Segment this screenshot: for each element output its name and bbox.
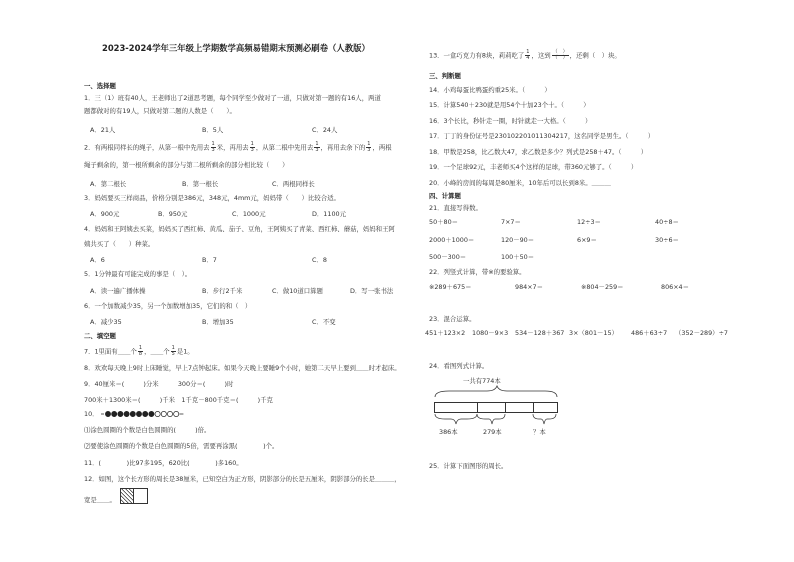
- q10-filled-circle: [130, 411, 135, 416]
- q21-item: 500－300＝: [429, 253, 467, 261]
- fraction: $\frac{1}{8}$: [138, 345, 143, 357]
- q2-line2: 绳子剩余的，第一根所剩余的部分与第二根所剩余的部分相比较（ ）: [84, 161, 289, 169]
- q3-option-c[interactable]: C．1000元: [232, 210, 266, 218]
- q21-line: 21．直接写得数。: [429, 204, 482, 212]
- q3-option-a[interactable]: A．900元: [90, 210, 120, 218]
- q10-empty-circle: [155, 411, 160, 416]
- q11-line: 11．( )比97多195，620比( )多160。: [84, 459, 243, 467]
- q2-line1: 2．有两根同样长的绳子，从第一根中先用去 $\frac{1}{3}$ 米，再用去 $\frac{1}{3}$ ，从第二根中先用去 $\frac{1}{3}$ ，再用去余下的 $\frac{1}{3}$ ，两根: [84, 141, 392, 153]
- q5-option-c[interactable]: C．做10道口算题: [272, 287, 323, 295]
- q22-item: 984×7＝: [515, 283, 544, 291]
- q10-circle-row: [101, 410, 185, 418]
- q21-item: 2000＋1000＝: [429, 236, 475, 244]
- q12-line2: 宽是＿＿。: [84, 496, 116, 504]
- q4-option-a[interactable]: A．6: [90, 256, 105, 264]
- q17-line: 17．丁丁的身份证号是230102201011304217，这名同学是男生。（ ）: [429, 132, 655, 140]
- section-calc-title: 四、计算题: [429, 192, 461, 200]
- section-choice-title: 一、选择题: [84, 82, 116, 90]
- q24-line: 24．看图列式计算。: [429, 362, 489, 370]
- q23-item: 486＋63÷7: [631, 329, 668, 337]
- q5-option-b[interactable]: B．步行2千米: [202, 287, 243, 295]
- q10-filled-circle: [148, 411, 153, 416]
- q24-label-a: 386本: [439, 428, 458, 436]
- q22-item: ※289＋675＝: [429, 283, 472, 291]
- q21-item: 120－90＝: [501, 236, 535, 244]
- q24-bar-divider: [505, 403, 506, 412]
- q21-item: 12÷3＝: [577, 218, 601, 226]
- q7-line: 7．1里面有＿＿个 $\frac{1}{8}$ ，＿＿个 $\frac{1}{5}$ 是1。: [84, 345, 194, 357]
- q13-line: 13．一盒巧克力有8块，莉莉吃了 $\frac{1}{4}$ ，这到 $\frac{( )}{( )}$ ，还剩（ ）块。: [429, 49, 621, 61]
- q5-option-a[interactable]: A．读一遍广播体操: [90, 287, 146, 295]
- fraction-blank[interactable]: $\frac{( )}{( )}$: [552, 49, 568, 61]
- page-title: 2023-2024学年三年级上学期数学高频易错期末预测必刷卷（人教版）: [102, 43, 370, 53]
- q24-bar: [434, 402, 558, 413]
- q24-bottom-braces: [429, 413, 569, 427]
- q8-line: 8．欢欢每天晚上9时上床睡觉，早上7点钟起床。如果今天晚上要睡9个小时，她第二天早上要到＿＿时才起床。: [84, 364, 401, 372]
- q21-item: 40÷8＝: [655, 218, 679, 226]
- q10-filled-circle: [136, 411, 141, 416]
- q10-empty-circle: [161, 411, 166, 416]
- q2-option-a[interactable]: A．第二根长: [90, 180, 127, 188]
- q12-rectangle-figure: [120, 488, 148, 504]
- q23-item: （352－289）÷7: [675, 329, 728, 337]
- q9-line1: 9．40厘米＝( )分米 300分＝( )时: [84, 380, 234, 388]
- q21-item: 7×7＝: [501, 218, 521, 226]
- q5-line1: 5．1分钟最有可能完成的事是（ ）。: [84, 270, 192, 278]
- q23-item: 3×（801－15）: [569, 329, 618, 337]
- q20-line: 20．小峰的房间的每周是80厘米，10年后可以长到8米。＿＿＿: [429, 179, 611, 187]
- q24-brace-icon: [429, 385, 569, 401]
- q24-bar-divider: [533, 403, 534, 412]
- q21-item: 30÷6＝: [655, 236, 679, 244]
- q4-option-c[interactable]: C．8: [312, 256, 327, 264]
- q10-empty-circle: [173, 411, 178, 416]
- q14-line: 14．小鸡每蛋比鸭蛋约重25米。（ ）: [429, 86, 551, 94]
- q10-sub2: ⑵要使涂色圆圈的个数是白色圆圈的5倍，需要再涂黑( )个。: [84, 442, 279, 450]
- q23-item: 534－128＋367: [515, 329, 565, 337]
- q2-option-c[interactable]: C．两根同样长: [272, 180, 315, 188]
- q10-line: 10．: [84, 410, 185, 418]
- section-fill-title: 二、填空题: [84, 332, 116, 340]
- fraction: $\frac{1}{3}$: [250, 141, 254, 153]
- q22-line: 22．列竖式计算，带※的要验算。: [429, 268, 526, 276]
- q21-item: 100＋50＝: [501, 253, 535, 261]
- fraction: $\frac{1}{3}$: [315, 141, 319, 153]
- q21-item: 50＋80＝: [429, 218, 459, 226]
- q3-line1: 3．妈妈要买三样商品，价格分别是386元，348元，4mm元，妈妈带（ ）比较合适。: [84, 194, 340, 202]
- q1-option-c[interactable]: C．24人: [312, 126, 338, 134]
- q9-line2: 700米＋1300米＝( )千米 1千克－800千克＝( )千克: [84, 396, 273, 404]
- q22-item: ※804－259＝: [581, 283, 624, 291]
- q21-item: 6×9＝: [577, 236, 597, 244]
- q1-line1: 1．三（1）班有40人，王老师出了2道思考题，每个同学至少做对了一道，只做对第一题的有16人，两道: [84, 94, 381, 102]
- q3-option-b[interactable]: B．950元: [158, 210, 188, 218]
- q24-bar-divider: [477, 403, 478, 412]
- q24-line-segment-diagram: [429, 376, 569, 446]
- section-judge-title: 三、判断题: [429, 72, 461, 80]
- q10-empty-circle: [167, 411, 172, 416]
- q6-option-b[interactable]: B．增加35: [202, 318, 234, 326]
- q24-label-c: ？本: [533, 428, 546, 436]
- fraction: $\frac{1}{3}$: [211, 141, 215, 153]
- q1-option-b[interactable]: B．5人: [202, 126, 224, 134]
- q16-line: 16．3个长比，秒针走一圈，时针就走一大格。（ ）: [429, 117, 592, 125]
- fraction: $\frac{1}{4}$: [526, 49, 530, 61]
- q23-item: 1080－9×3: [472, 329, 509, 337]
- q25-line: 25．计算下面图形的周长。: [429, 462, 508, 470]
- q12-square-blank: [133, 489, 147, 503]
- q6-line1: 6．一个加数减少35，另一个加数增加35，它们的和（ ）: [84, 302, 252, 310]
- fraction: $\frac{1}{3}$: [367, 141, 371, 153]
- q23-item: 451＋123×2: [425, 329, 466, 337]
- q1-option-a[interactable]: A．21人: [90, 126, 116, 134]
- q6-option-c[interactable]: C．不变: [312, 318, 336, 326]
- q10-filled-circle: [117, 411, 122, 416]
- q15-line: 15．计算540＋230就是用54个十加23个十。（ ）: [429, 101, 590, 109]
- q3-option-d[interactable]: D．1100元: [312, 210, 346, 218]
- q12-line1: 12．如图，这个长方形的周长是38厘米，已知空白为正方形，阴影部分的长是五厘米，阴影部分的长是＿＿＿，: [84, 475, 401, 483]
- q2-option-b[interactable]: B．第一根长: [182, 180, 219, 188]
- q10-filled-circle: [124, 411, 129, 416]
- q24-total-label: 一共有774本: [463, 377, 501, 385]
- q10-filled-circle: [105, 411, 110, 416]
- q18-line: 18．甲数是258，比乙数大47，求乙数是多少？列式是258＋47。（ ）: [429, 148, 648, 156]
- q22-item: 806×4＝: [661, 283, 690, 291]
- fraction: $\frac{1}{5}$: [171, 345, 175, 357]
- q10-filled-circle: [142, 411, 147, 416]
- q4-line1: 4．妈妈和王阿姨去买菜，妈妈买了西红柿、黄瓜、茄子、豆角，王阿姨买了青菜、西红柿、蘑菇，妈妈和王阿: [84, 225, 395, 233]
- q10-filled-circle: [111, 411, 116, 416]
- q24-label-b: 279本: [483, 428, 502, 436]
- q1-line2: 题都做对的有19人，只做对第二题的人数是（ ）。: [84, 107, 236, 115]
- q10-sub1: ⑴涂色圆圈的个数是白色圆圈的( )倍。: [84, 426, 211, 434]
- q6-option-a[interactable]: A．减少35: [90, 318, 122, 326]
- q4-option-b[interactable]: B．7: [202, 256, 217, 264]
- q23-line: 23．混合运算。: [429, 315, 476, 323]
- q4-line2: 姨共买了（ ）种菜。: [84, 240, 155, 248]
- q5-option-d[interactable]: D．写一张书法: [350, 287, 394, 295]
- q19-line: 19．一个足球92元，丰老师买4个这样的足球，带360元够了。（ ）: [429, 163, 638, 171]
